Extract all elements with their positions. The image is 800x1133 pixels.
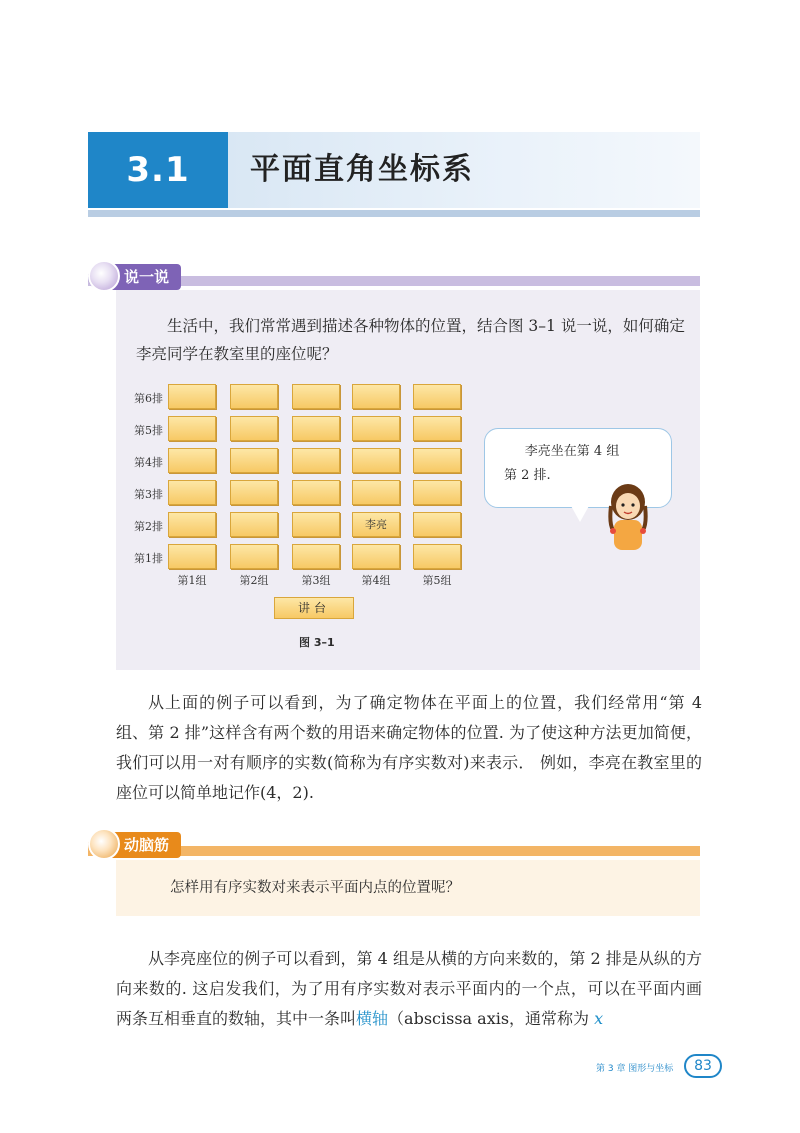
paragraph-1-text: 从上面的例子可以看到，为了确定物体在平面上的位置，我们经常用“第 4 组、第 2 排”这样含有两个数的用语来确定物体的位置. 为了使这种方法更加简便，我们可以用一对有顺序的实数(简称为有序实数对)来表示． 例如，李亮在教室里的座位可以简单地记作(4，2). xyxy=(116,693,702,802)
row-label: 第2排 xyxy=(134,520,163,533)
tag-shuoyishuo xyxy=(88,264,181,290)
tag-label: 说一说 xyxy=(124,268,170,286)
paragraph-2 xyxy=(116,944,702,1034)
paragraph-1 xyxy=(116,688,702,808)
paragraph-2-after: （abscissa axis，通常称为 xyxy=(388,1009,595,1028)
group-label: 第1组 xyxy=(177,574,207,587)
think-question: 怎样用有序实数对来表示平面内点的位置呢？ xyxy=(170,880,460,896)
seat xyxy=(292,544,340,569)
paragraph-2-text xyxy=(116,944,702,1034)
paragraph-2-before: 从李亮座位的例子可以看到，第 4 组是从横的方向来数的，第 2 排是从纵的方向来数的. 这启发我们，为了用有序实数对表示平面内的一个点，可以在平面内画两条互相垂直的数轴，其中一条叫 xyxy=(116,949,702,1028)
tag-dongnaojin xyxy=(88,832,181,858)
chapter-label: 第 3 章 图形与坐标 xyxy=(596,1064,674,1074)
seat xyxy=(168,480,216,505)
section-title-band xyxy=(228,132,700,208)
seat xyxy=(230,384,278,409)
bubble-line-1: 李亮坐在第 4 组 xyxy=(524,444,620,459)
intro-text: 生活中，我们常常遇到描述各种物体的位置，结合图 3–1 说一说，如何确定李亮同学在教室里的座位呢？ xyxy=(136,317,685,363)
seat xyxy=(352,384,400,409)
seat xyxy=(292,384,340,409)
seat xyxy=(352,544,400,569)
seat xyxy=(292,480,340,505)
row-label: 第5排 xyxy=(134,424,163,437)
seat xyxy=(352,480,400,505)
speech-bubble-tail xyxy=(570,504,590,522)
seat xyxy=(168,416,216,441)
podium: 讲台 xyxy=(274,597,354,619)
seat xyxy=(292,512,340,537)
seat xyxy=(413,448,461,473)
seat xyxy=(413,544,461,569)
seat xyxy=(413,416,461,441)
seat xyxy=(352,416,400,441)
group-label: 第5组 xyxy=(422,574,452,587)
speech-bubble-icon xyxy=(88,260,120,292)
seat xyxy=(413,480,461,505)
gears-icon xyxy=(88,828,120,860)
tag-label: 动脑筋 xyxy=(124,836,170,854)
seat xyxy=(230,480,278,505)
figure-caption: 图 3–1 xyxy=(299,636,335,649)
row-label: 第6排 xyxy=(134,392,163,405)
seat xyxy=(168,448,216,473)
seat xyxy=(168,544,216,569)
row-label: 第1排 xyxy=(134,552,163,565)
section-number: 3.1 xyxy=(88,132,228,208)
seat xyxy=(352,448,400,473)
seat-liliang: 李亮 xyxy=(352,512,400,537)
seat xyxy=(413,384,461,409)
seat xyxy=(230,416,278,441)
group-label: 第2组 xyxy=(239,574,269,587)
bubble-line-2: 第 2 排. xyxy=(504,468,551,483)
row-label: 第4排 xyxy=(134,456,163,469)
section-header xyxy=(88,132,700,208)
row-label: 第3排 xyxy=(134,488,163,501)
group-label: 第3组 xyxy=(301,574,331,587)
seat xyxy=(292,416,340,441)
seat xyxy=(168,512,216,537)
term-horizontal-axis: 横轴 xyxy=(356,1009,389,1028)
intro-paragraph xyxy=(136,312,686,368)
seat xyxy=(230,512,278,537)
page-number: 83 xyxy=(684,1054,722,1078)
header-underline xyxy=(88,210,700,217)
seat xyxy=(292,448,340,473)
seat xyxy=(168,384,216,409)
variable-x: x xyxy=(594,1009,604,1028)
group-label: 第4组 xyxy=(361,574,391,587)
seat xyxy=(230,544,278,569)
girl-illustration xyxy=(600,480,656,550)
seat xyxy=(230,448,278,473)
section-title: 平面直角坐标系 xyxy=(250,152,474,187)
seat xyxy=(413,512,461,537)
